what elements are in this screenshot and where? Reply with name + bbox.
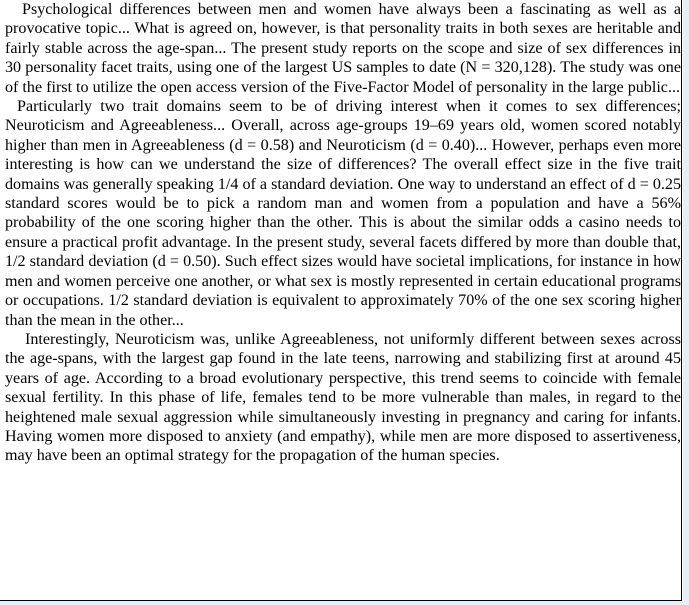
paragraph-neuroticism: Interestingly, Neuroticism was, unlike Agreeableness, not uniformly different between sexes across the age-spans, with the largest gap found in the late teens, narrowing and stabilizing first at around 45 years of age. According to a broad evolutionary perspective, this trend seems to coincide with female sexual fertility. In this phase of life, females tend to be more vulnerable than males, in regard to the heightened male sexual aggression while simultaneously investing in pregnancy and caring for infants. Having women more disposed to anxiety (and empathy), while men are more disposed to assertiveness, may have been an optimal strategy for the propagation of the human species. <box>5 330 681 465</box>
window-edge-bottom <box>0 601 689 605</box>
document-body <box>5 0 681 466</box>
window-edge-right <box>683 0 689 605</box>
paragraph-intro: Psychological differences between men and women have always been a fascinating as well as a provocative topic... What is agreed on, however, is that personality traits in both sexes are heritable and fairly stable across the age-span... The present study reports on the scope and size of sex differences in 30 personality facet traits, using one of the largest US samples to date (N = 320,128). The study was one of the first to utilize the open access version of the Five-Factor Model of personality in the large public... <box>5 1 681 96</box>
paragraph-effect-sizes: Particularly two trait domains seem to be of driving interest when it comes to sex differences; Neuroticism and Agreeableness... Overall, across age-groups 19–69 years old, women scored notably higher than men in Agreeableness (d = 0.58) and Neuroticism (d = 0.40)... However, perhaps even more interesting is how can we understand the size of differences? The overall effect size in the five trait domains was generally speaking 1/4 of a standard deviation. One way to understand an effect of d = 0.25 standard scores would be to pick a random man and women from a population and have a 56% probability of the one scoring higher than the other. This is about the similar odds a casino needs to ensure a practical profit advantage. In the present study, several facets differed by more than double that, 1/2 standard deviation (d = 0.50). Such effect sizes would have societal implications, for instance in how men and women perceive one another, or what sex is mostly represented in certain educational programs or occupations. 1/2 standard deviation is equivalent to approximately 70% of the one sex scoring higher than the mean in the other... <box>5 98 681 329</box>
